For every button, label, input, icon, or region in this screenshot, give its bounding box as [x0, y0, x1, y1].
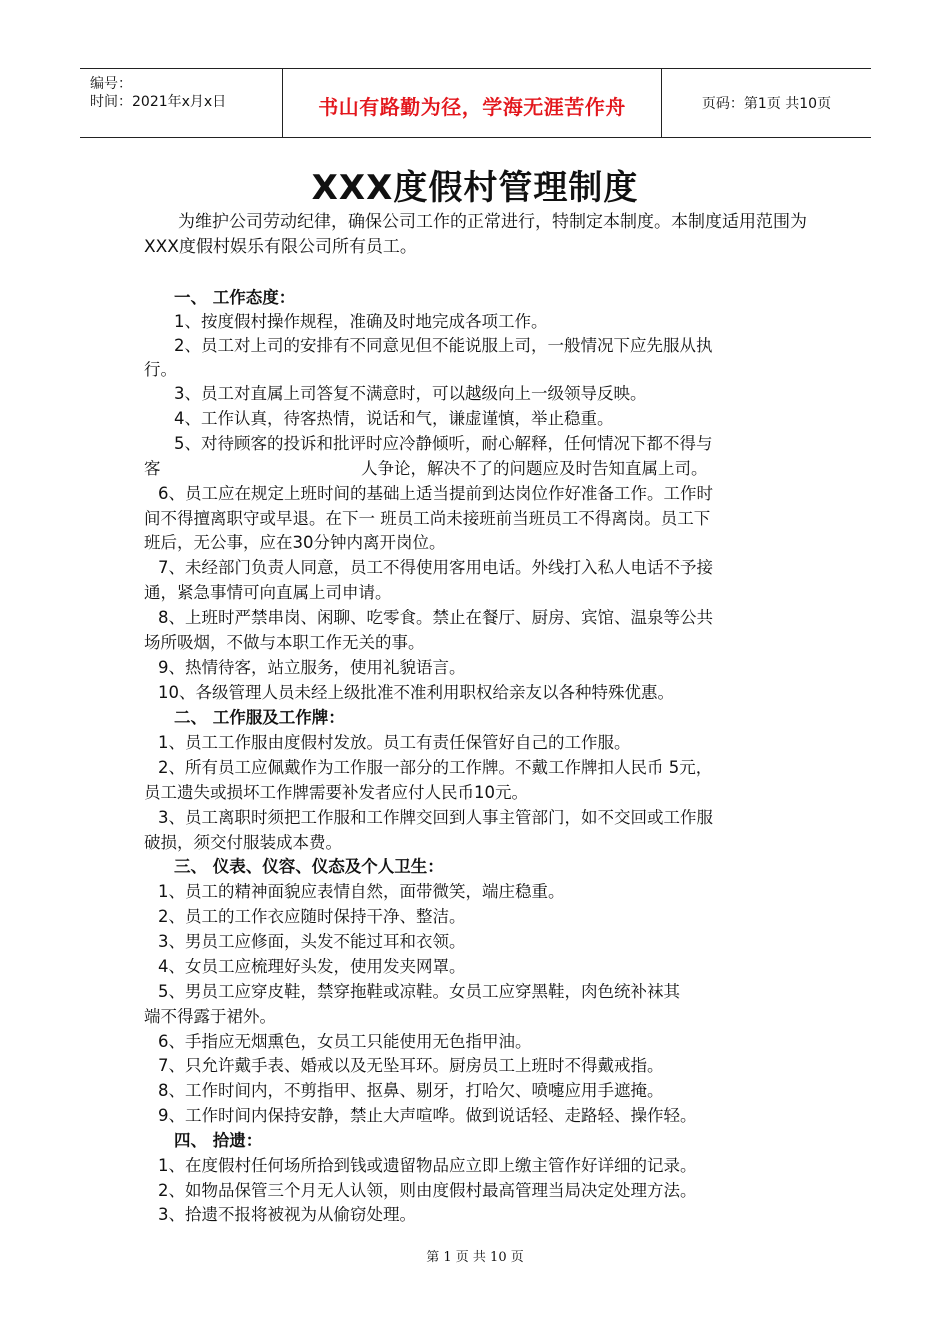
page-title: XXX度假村管理制度: [311, 168, 639, 208]
doc-number-label: 编号：: [90, 76, 132, 92]
clause-line: 班后，无公事，应在30分钟内离开岗位。: [144, 533, 446, 552]
clause-line: 8、工作时间内，不剪指甲、抠鼻、剔牙，打哈欠、喷嚏应用手遮掩。: [158, 1081, 664, 1100]
clause-line: 3、员工对直属上司答复不满意时，可以越级向上一级领导反映。: [174, 384, 647, 403]
clause-line: 2、所有员工应佩戴作为工作服一部分的工作牌。不戴工作牌扣人民币 5元，: [158, 758, 713, 777]
clause-line: 5、对待顾客的投诉和批评时应冷静倾听，耐心解释，任何情况下都不得与: [174, 434, 713, 453]
clause-line: 9、热情待客，站立服务，使用礼貌语言。: [158, 658, 466, 677]
clause-line: 1、在度假村任何场所拾到钱或遗留物品应立即上缴主管作好详细的记录。: [158, 1156, 697, 1175]
clause-line: 3、拾遗不报将被视为从偷窃处理。: [158, 1205, 416, 1224]
clause-line: 1、员工的精神面貌应表情自然，面带微笑，端庄稳重。: [158, 882, 565, 901]
header-motto-cell: [282, 69, 662, 137]
section-heading-1: 一、 工作态度：: [174, 288, 296, 307]
section-heading-3: 三、 仪表、仪容、仪态及个人卫生：: [174, 857, 444, 876]
header-motto: 书山有路勤为径，学海无涯苦作舟: [318, 95, 626, 119]
clause-line: [144, 457, 814, 481]
clause-line: 6、员工应在规定上班时间的基础上适当提前到达岗位作好准备工作。工作时: [158, 484, 713, 503]
document-header: [80, 68, 871, 138]
clause-line: 2、如物品保管三个月无人认领，则由度假村最高管理当局决定处理方法。: [158, 1181, 697, 1200]
clause-line: 4、工作认真，待客热情，说话和气，谦虚谨慎，举止稳重。: [174, 409, 614, 428]
clause-line: 1、按度假村操作规程，准确及时地完成各项工作。: [174, 312, 548, 331]
header-page-number: 页码：第1页 共10页: [701, 96, 832, 112]
doc-date: 时间：2021年x月x日: [90, 94, 227, 110]
clause-line: 端不得露于裙外。: [144, 1007, 276, 1026]
clause-line: 通，紧急事情可向直属上司申请。: [144, 583, 392, 602]
clause-line: 间不得擅离职守或早退。在下一 班员工尚未接班前当班员工不得离岗。员工下: [144, 509, 711, 528]
clause-line: 2、员工的工作衣应随时保持干净、整洁。: [158, 907, 466, 926]
clause-line: 破损，须交付服装成本费。: [144, 833, 342, 852]
clause-line: 9、工作时间内保持安静，禁止大声喧哗。做到说话轻、走路轻、操作轻。: [158, 1106, 697, 1125]
clause-line: 4、女员工应梳理好头发，使用发夹网罩。: [158, 957, 466, 976]
clause-line: 8、上班时严禁串岗、闲聊、吃零食。禁止在餐厅、厨房、宾馆、温泉等公共: [158, 608, 713, 627]
clause-fragment: 人争论，解决不了的问题应及时告知直属上司。: [361, 459, 708, 478]
clause-line: 6、手指应无烟熏色，女员工只能使用无色指甲油。: [158, 1032, 532, 1051]
clause-line: 员工遗失或损坏工作牌需要补发者应付人民币10元。: [144, 783, 528, 802]
clause-line: 10、各级管理人员未经上级批准不准利用职权给亲友以各种特殊优惠。: [158, 683, 674, 702]
clause-line: 行。: [144, 360, 177, 379]
clause-fragment: 客: [144, 459, 161, 478]
intro-paragraph: 为维护公司劳动纪律，确保公司工作的正常进行，特制定本制度。本制度适用范围为XXX度假村娱乐有限公司所有员工。: [144, 212, 807, 257]
section-heading-4: 四、 拾遗：: [174, 1131, 263, 1150]
header-page-cell: [662, 69, 871, 137]
clause-line: 7、只允许戴手表、婚戒以及无坠耳环。厨房员工上班时不得戴戒指。: [158, 1056, 664, 1075]
clause-line: 1、员工工作服由度假村发放。员工有责任保管好自己的工作服。: [158, 733, 631, 752]
section-heading-2: 二、 工作服及工作牌：: [174, 708, 345, 727]
page-footer: 第 1 页 共 10 页: [426, 1250, 524, 1265]
clause-line: 3、员工离职时须把工作服和工作牌交回到人事主管部门，如不交回或工作服: [158, 808, 713, 827]
clause-line: 3、男员工应修面，头发不能过耳和衣领。: [158, 932, 466, 951]
clause-line: 场所吸烟，不做与本职工作无关的事。: [144, 633, 425, 652]
clause-line: 2、员工对上司的安排有不同意见但不能说服上司，一般情况下应先服从执: [174, 336, 713, 355]
clause-line: 5、男员工应穿皮鞋，禁穿拖鞋或凉鞋。女员工应穿黑鞋，肉色统补袜其: [158, 982, 680, 1001]
header-info-cell: [80, 69, 282, 137]
clause-line: 7、未经部门负责人同意，员工不得使用客用电话。外线打入私人电话不予接: [158, 558, 713, 577]
